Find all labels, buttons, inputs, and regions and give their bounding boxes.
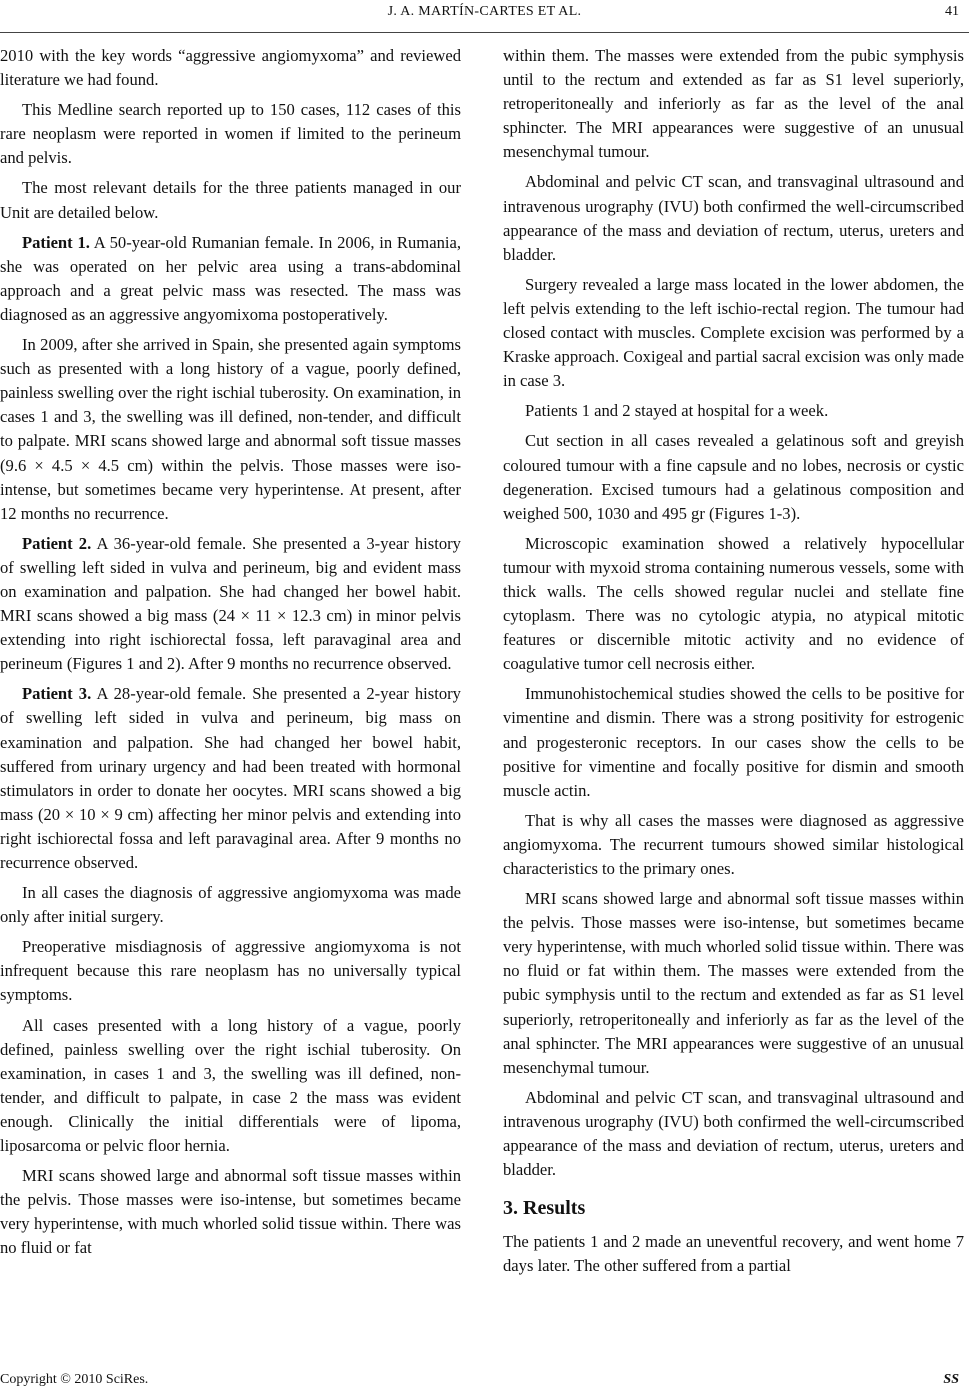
paragraph bbox=[0, 176, 461, 224]
paragraph-text: MRI scans showed large and abnormal soft tissue masses within the pelvis. Those masses were iso-intense, but sometimes became very hyperintense, with much whorled solid tissue within. There was no fluid or fat within them. The masses were extended from the pubic symphysis until to the rectum and extended as far as S1 level superiorly, retroperitoneally and inferiorly as far as the level of the anal sphincter. The MRI appearances were suggestive of an unusual mesenchymal tumour. bbox=[503, 889, 964, 1077]
paragraph bbox=[0, 935, 461, 1007]
paragraph-text: Abdominal and pelvic CT scan, and transvaginal ultrasound and intravenous urography (IVU) both confirmed the well-circumscribed appearance of the mass and deviation of rectum, uterus, ureters and bladder. bbox=[503, 172, 964, 264]
paragraph-text: Abdominal and pelvic CT scan, and transvaginal ultrasound and intravenous urography (IVU) both confirmed the well-circumscribed appearance of the mass and deviation of rectum, uterus, ureters and bladder. bbox=[503, 1087, 964, 1180]
copyright-notice: Copyright © 2010 SciRes. bbox=[0, 1372, 149, 1387]
paragraph-text: A 36-year-old female. She presented a 3-year history of swelling left sided in vulva and perineum, big and evident mass on examination and palpation. She had changed her bowel habit. MRI scans showed a big mass (24 × 11 × 12.3 cm) in minor pelvis extending into right ischiorectal fossa, left paravaginal area and perineum (Figures 1 and 2). After 9 months no recurrence observed. bbox=[0, 533, 461, 674]
paragraph bbox=[0, 98, 461, 170]
paragraph-text: In 2009, after she arrived in Spain, she presented again symptoms such as presented with a long history of a vague, poorly defined, painless swelling over the right ischial tuberosity. On examination, in cases 1 and 3, the swelling was ill defined, non-tender, and difficult to palpate. MRI scans showed large and abnormal soft tissue masses (9.6 × 4.5 × 4.5 cm) within the pelvis. Those masses were iso-intense, but sometimes became very hyperintense. At present, after 12 months no recurrence. bbox=[0, 335, 461, 523]
left-column bbox=[0, 44, 461, 1267]
running-head: J. A. MARTÍN-CARTES ET AL. bbox=[387, 4, 582, 19]
paragraph bbox=[503, 170, 964, 266]
paragraph bbox=[503, 887, 964, 1080]
paragraph-text: In all cases the diagnosis of aggressive angiomyxoma was made only after initial surgery. bbox=[0, 883, 461, 927]
paragraph bbox=[503, 399, 964, 423]
paragraph bbox=[503, 1086, 964, 1182]
paragraph bbox=[503, 273, 964, 393]
paragraph-text: within them. The masses were extended from the pubic symphysis until to the rectum and extended as far as S1 level superiorly, retroperitoneally and inferiorly as far as the level of the anal sphincter. The MRI appearances were suggestive of an unusual mesenchymal tumour. bbox=[503, 46, 964, 162]
paragraph-text: 2010 with the key words “aggressive angiomyxoma” and reviewed literature we had found. bbox=[0, 46, 461, 90]
paragraph-text: A 28-year-old female. She presented a 2-year history of swelling left sided in vulva and perineum, big mass on examination and palpation. She had changed her bowel habit, suffered from urinary urgency and had been treated with hormonal stimulators in order to donate her oocytes. MRI scans showed a big mass (20 × 10 × 9 cm) affecting her minor pelvis and extending into right ischiorectal fossa and left paravaginal area. After 9 months no recurrence observed. bbox=[0, 684, 461, 872]
paragraph-text: The most relevant details for the three patients managed in our Unit are detailed below. bbox=[0, 178, 461, 222]
paragraph-text: The patients 1 and 2 made an uneventful recovery, and went home 7 days later. The other suffered from a partial bbox=[503, 1232, 964, 1276]
paragraph-text: Patients 1 and 2 stayed at hospital for a week. bbox=[525, 401, 829, 421]
paragraph bbox=[503, 429, 964, 525]
paragraph bbox=[0, 44, 461, 92]
page-header bbox=[0, 4, 969, 24]
paragraph bbox=[0, 1014, 461, 1159]
patient-label: Patient 3. bbox=[22, 684, 92, 704]
paragraph bbox=[0, 682, 461, 875]
paragraph-text: MRI scans showed large and abnormal soft tissue masses within the pelvis. Those masses were iso-intense, but sometimes became very hyperintense, with much whorled solid tissue within. There was no fluid or fat bbox=[0, 1166, 461, 1258]
paragraph bbox=[503, 1230, 964, 1278]
patient-label: Patient 2. bbox=[22, 533, 92, 553]
paragraph bbox=[0, 881, 461, 929]
journal-abbrev: SS bbox=[943, 1372, 959, 1387]
paragraph-text: Preoperative misdiagnosis of aggressive angiomyxoma is not infrequent because this rare neoplasm has no universally typical symptoms. bbox=[0, 937, 461, 1005]
header-rule bbox=[0, 32, 969, 33]
paragraph-text: All cases presented with a long history of a vague, poorly defined, painless swelling over the right ischial tuberosity. On examination, in cases 1 and 3, the swelling was ill defined, non-tender, and difficult to palpate, in case 2 the mass was evident enough. Clinically the initial differentials were of lipoma, liposarcoma or pelvic floor hernia. bbox=[0, 1015, 461, 1156]
paragraph bbox=[0, 333, 461, 526]
page-number: 41 bbox=[945, 4, 959, 19]
paragraph-text: Immunohistochemical studies showed the cells to be positive for vimentine and dismin. There was a strong positivity for estrogenic and progesteronic receptors. In our cases show the cells to be positive for vimentine and focally positive for dismin and smooth muscle actin. bbox=[503, 684, 964, 800]
patient-label: Patient 1. bbox=[22, 232, 90, 252]
paragraph-text: Cut section in all cases revealed a gelatinous soft and greyish coloured tumour with a fine capsule and no lobes, necrosis or cystic degeneration. Excised tumours had a gelatinous composition and weighed 500, 1030 and 495 gr (Figures 1-3). bbox=[503, 431, 964, 523]
paragraph-text: Surgery revealed a large mass located in the lower abdomen, the left pelvis extending to the left ischio-rectal region. The tumour had closed contact with muscles. Complete excision was performed by a Kraske approach. Coxigeal and partial sacral excision was only made in case 3. bbox=[503, 274, 964, 391]
paragraph bbox=[0, 1164, 461, 1260]
paragraph-text: That is why all cases the masses were diagnosed as aggressive angiomyxoma. The recurrent tumours showed similar histological characteristics to the primary ones. bbox=[503, 810, 964, 878]
paragraph bbox=[0, 231, 461, 327]
paragraph-text: Microscopic examination showed a relatively hypocellular tumour with myxoid stroma containing numerous vessels, some with thick walls. The cells showed regular nuclei and stellate fine cytoplasm. There was no cytologic atypia, no atypical mitotic features or discernible mitotic activity and no evidence of coagulative tumor cell necrosis either. bbox=[503, 533, 964, 674]
paragraph bbox=[503, 44, 964, 164]
paragraph-text: This Medline search reported up to 150 cases, 112 cases of this rare neoplasm were reported in women if limited to the perineum and pelvis. bbox=[0, 100, 461, 168]
paragraph-text: A 50-year-old Rumanian female. In 2006, in Rumania, she was operated on her pelvic area using a trans-abdominal approach and a great pelvic mass was resected. The mass was diagnosed as an aggressive angyomixoma postoperatively. bbox=[0, 232, 461, 324]
paragraph bbox=[0, 532, 461, 677]
section-heading: 3. Results bbox=[503, 1197, 586, 1220]
paragraph bbox=[503, 809, 964, 881]
paragraph bbox=[503, 532, 964, 677]
right-column bbox=[503, 44, 964, 1285]
paragraph bbox=[503, 682, 964, 802]
